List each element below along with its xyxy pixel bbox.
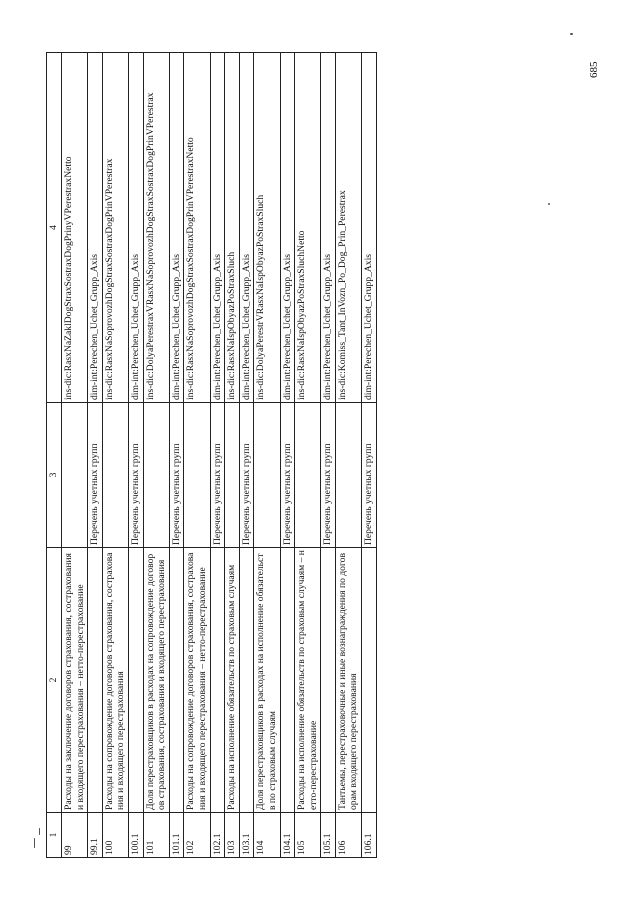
row-code: dim-int:Perechen_Uchet_Grupp_Axis	[210, 53, 225, 403]
table-row	[169, 53, 184, 858]
row-description: Расходы на исполнение обязательств по страховым случаям	[225, 548, 240, 813]
row-number: 103	[225, 813, 240, 858]
row-number: 101.1	[169, 813, 184, 858]
row-description: Расходы на исполнение обязательств по страховым случаям – нетто-перестрахование	[295, 548, 321, 813]
row-type	[184, 403, 210, 548]
row-code: dim-int:Perechen_Uchet_Grupp_Axis	[128, 53, 143, 403]
row-type	[225, 403, 240, 548]
column-header-3: 3	[47, 403, 62, 548]
row-description: Расходы на сопровождение договоров страхования, сострахования и входящего перестрахования – нетто-перестрахование	[184, 548, 210, 813]
table-row	[321, 53, 336, 858]
row-number: 100.1	[128, 813, 143, 858]
row-description	[280, 548, 295, 813]
row-code: dim-int:Perechen_Uchet_Grupp_Axis	[169, 53, 184, 403]
row-description: Расходы на сопровождение договоров страхования, сострахования и входящего перестрахования	[102, 548, 128, 813]
scan-speck	[548, 203, 550, 205]
row-type	[335, 403, 361, 548]
table-row	[210, 53, 225, 858]
row-type	[254, 403, 280, 548]
table-row	[88, 53, 103, 858]
row-number: 104.1	[280, 813, 295, 858]
table-row	[225, 53, 240, 858]
row-number: 99	[62, 813, 88, 858]
row-type: Перечень учетных групп	[128, 403, 143, 548]
table-row	[184, 53, 210, 858]
table-row	[254, 53, 280, 858]
row-code: ins-dic:Komiss_Tant_InVozn_Po_Dog_Prin_Perestrax	[335, 53, 361, 403]
row-code: dim-int:Perechen_Uchet_Grupp_Axis	[239, 53, 254, 403]
row-number: 102.1	[210, 813, 225, 858]
table-header-row	[47, 53, 62, 858]
row-code: ins-dic:RasxNaZaklDogStraxSostraxDogPrinyVPerestraxNetto	[62, 53, 88, 403]
table-row	[143, 53, 169, 858]
row-type	[295, 403, 321, 548]
table-row	[295, 53, 321, 858]
row-type	[102, 403, 128, 548]
row-type: Перечень учетных групп	[210, 403, 225, 548]
table-row	[128, 53, 143, 858]
row-code: ins-dic:RasxNaIspObyazPoStraxSluch	[225, 53, 240, 403]
scan-speck	[34, 838, 35, 848]
row-code: dim-int:Perechen_Uchet_Grupp_Axis	[88, 53, 103, 403]
row-type	[143, 403, 169, 548]
row-description: Доля перестраховщиков в расходах на сопровождение договоров страхования, сострахования и входящего перестрахования	[143, 548, 169, 813]
row-number: 106	[335, 813, 361, 858]
row-number: 101	[143, 813, 169, 858]
xbrl-mapping-table	[46, 52, 377, 858]
row-description	[321, 548, 336, 813]
row-type: Перечень учетных групп	[321, 403, 336, 548]
row-code: ins-dic:DolyaPerestraxVRasxNaSoprovozhDogStraxSostraxDogPrinVPerestrax	[143, 53, 169, 403]
row-code: dim-int:Perechen_Uchet_Grupp_Axis	[321, 53, 336, 403]
scan-speck	[570, 33, 573, 35]
row-type	[62, 403, 88, 548]
row-description	[128, 548, 143, 813]
table-row	[239, 53, 254, 858]
row-number: 100	[102, 813, 128, 858]
scan-speck	[39, 828, 40, 835]
row-number: 105.1	[321, 813, 336, 858]
table-row	[102, 53, 128, 858]
row-code: ins-dic:RasxNaIspObyazPoStraxSluchNetto	[295, 53, 321, 403]
table-row	[280, 53, 295, 858]
column-header-4: 4	[47, 53, 62, 403]
row-number: 102	[184, 813, 210, 858]
row-type: Перечень учетных групп	[239, 403, 254, 548]
column-header-2: 2	[47, 548, 62, 813]
row-description: Расходы на заключение договоров страхования, сострахования и входящего перестрахования – нетто-перестрахование	[62, 548, 88, 813]
table-row	[62, 53, 88, 858]
row-description	[169, 548, 184, 813]
row-number: 103.1	[239, 813, 254, 858]
row-number: 99.1	[88, 813, 103, 858]
table-row	[335, 53, 361, 858]
row-type: Перечень учетных групп	[169, 403, 184, 548]
row-description	[210, 548, 225, 813]
row-code: ins-dic:DolyaPerestrVRasxNaIspObyazPoStraxSluch	[254, 53, 280, 403]
table-row	[362, 53, 377, 858]
row-description: Тантьемы, перестраховочные и иные вознаграждения по договорам входящего перестрахования	[335, 548, 361, 813]
row-code: dim-int:Perechen_Uchet_Grupp_Axis	[280, 53, 295, 403]
page-number: 685	[588, 61, 600, 78]
table-body	[62, 53, 377, 858]
column-header-1: 1	[47, 813, 62, 858]
row-code: dim-int:Perechen_Uchet_Grupp_Axis	[362, 53, 377, 403]
row-description: Доля перестраховщиков в расходах на исполнение обязательств по страховым случаям	[254, 548, 280, 813]
rotated-table-container	[46, 53, 640, 858]
row-code: ins-dic:RasxNaSoprovozhDogStraxSostraxDogPrinVPerestraxNetto	[184, 53, 210, 403]
row-type: Перечень учетных групп	[362, 403, 377, 548]
row-number: 105	[295, 813, 321, 858]
row-type: Перечень учетных групп	[88, 403, 103, 548]
row-description	[239, 548, 254, 813]
row-type: Перечень учетных групп	[280, 403, 295, 548]
row-description	[88, 548, 103, 813]
row-number: 104	[254, 813, 280, 858]
row-description	[362, 548, 377, 813]
row-number: 106.1	[362, 813, 377, 858]
row-code: ins-dic:RasxNaSoprovozhDogStraxSostraxDogPrinVPerestrax	[102, 53, 128, 403]
